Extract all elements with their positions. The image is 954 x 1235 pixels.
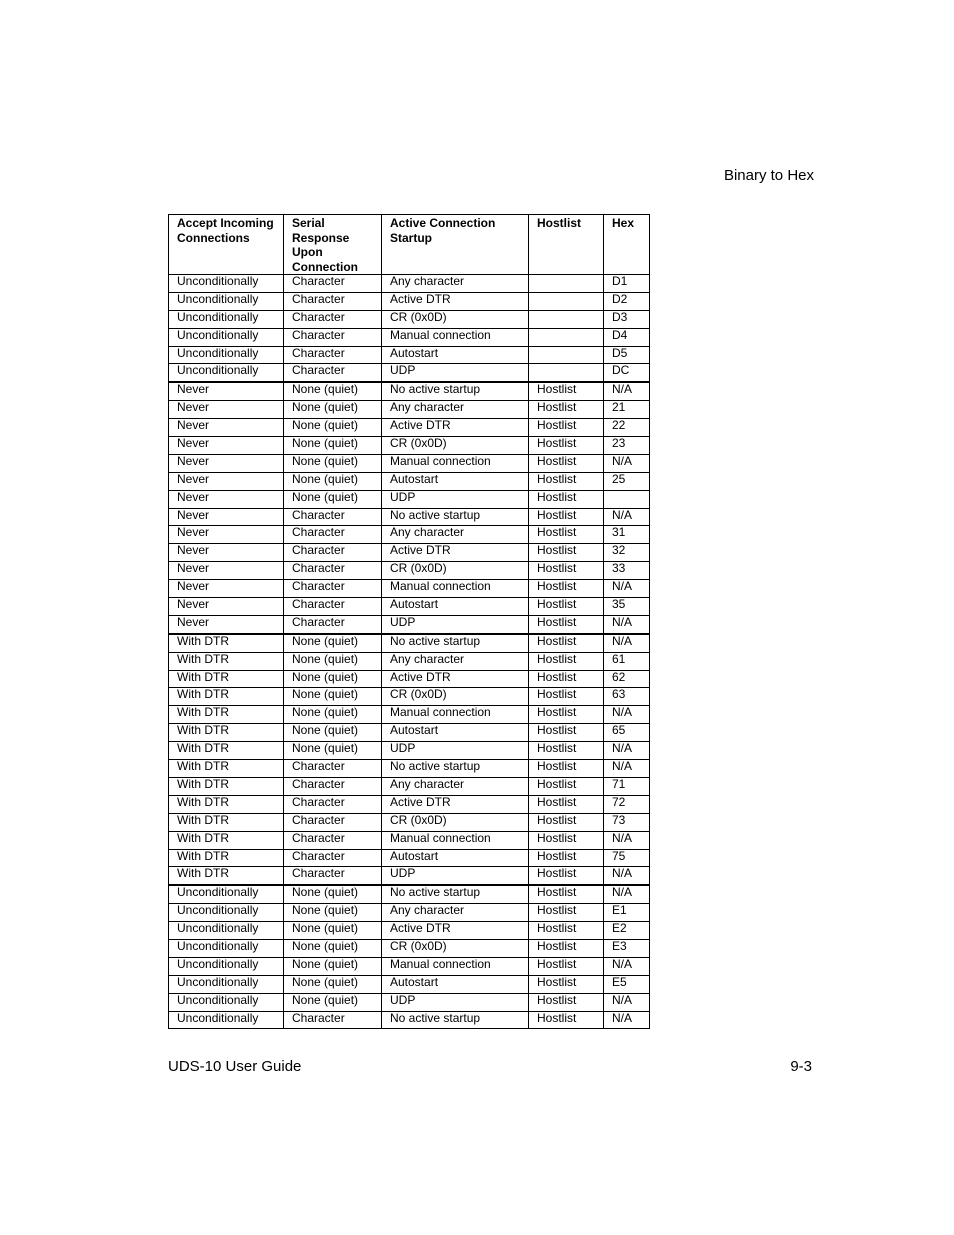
cell-accept-incoming: With DTR [169, 652, 284, 670]
cell-hex: E1 [604, 904, 650, 922]
table-row [169, 1011, 650, 1029]
cell-active-startup: CR (0x0D) [382, 310, 529, 328]
cell-serial-response: Character [284, 346, 382, 364]
table-row [169, 346, 650, 364]
cell-hostlist: Hostlist [529, 706, 604, 724]
cell-serial-response: Character [284, 508, 382, 526]
cell-active-startup: Autostart [382, 472, 529, 490]
table-row [169, 652, 650, 670]
cell-hostlist: Hostlist [529, 885, 604, 903]
table-row [169, 922, 650, 940]
cell-accept-incoming: Never [169, 490, 284, 508]
cell-active-startup: Autostart [382, 975, 529, 993]
table-row [169, 275, 650, 293]
cell-accept-incoming: With DTR [169, 867, 284, 885]
cell-accept-incoming: Unconditionally [169, 275, 284, 293]
cell-hostlist [529, 328, 604, 346]
cell-accept-incoming: With DTR [169, 742, 284, 760]
cell-hex: D1 [604, 275, 650, 293]
cell-active-startup: Manual connection [382, 706, 529, 724]
table-row [169, 670, 650, 688]
cell-active-startup: Manual connection [382, 580, 529, 598]
table-row [169, 939, 650, 957]
cell-hostlist: Hostlist [529, 670, 604, 688]
cell-hostlist: Hostlist [529, 472, 604, 490]
cell-active-startup: UDP [382, 993, 529, 1011]
cell-hostlist: Hostlist [529, 1011, 604, 1029]
cell-accept-incoming: Unconditionally [169, 328, 284, 346]
cell-hex: DC [604, 364, 650, 382]
table-body [169, 275, 650, 1029]
cell-hostlist: Hostlist [529, 652, 604, 670]
cell-hostlist: Hostlist [529, 777, 604, 795]
cell-hex: 33 [604, 562, 650, 580]
cell-hex: N/A [604, 742, 650, 760]
cell-hostlist: Hostlist [529, 724, 604, 742]
table-row [169, 849, 650, 867]
cell-serial-response: None (quiet) [284, 437, 382, 455]
table-row [169, 831, 650, 849]
cell-serial-response: None (quiet) [284, 922, 382, 940]
cell-accept-incoming: Unconditionally [169, 922, 284, 940]
cell-hostlist: Hostlist [529, 419, 604, 437]
table-row [169, 419, 650, 437]
table-row [169, 795, 650, 813]
cell-hostlist: Hostlist [529, 544, 604, 562]
cell-active-startup: Manual connection [382, 328, 529, 346]
cell-active-startup: Autostart [382, 598, 529, 616]
cell-hex: 21 [604, 401, 650, 419]
cell-hex: N/A [604, 831, 650, 849]
table-row [169, 993, 650, 1011]
cell-hex: N/A [604, 885, 650, 903]
cell-hostlist: Hostlist [529, 580, 604, 598]
cell-serial-response: None (quiet) [284, 885, 382, 903]
cell-serial-response: Character [284, 813, 382, 831]
cell-hex [604, 490, 650, 508]
cell-active-startup: No active startup [382, 508, 529, 526]
cell-active-startup: Manual connection [382, 454, 529, 472]
table-row [169, 904, 650, 922]
table-row [169, 382, 650, 400]
table-row [169, 706, 650, 724]
cell-accept-incoming: Never [169, 454, 284, 472]
cell-active-startup: Any character [382, 652, 529, 670]
cell-serial-response: None (quiet) [284, 688, 382, 706]
cell-serial-response: None (quiet) [284, 634, 382, 652]
cell-hex: 31 [604, 526, 650, 544]
cell-serial-response: None (quiet) [284, 904, 382, 922]
cell-accept-incoming: Never [169, 526, 284, 544]
cell-accept-incoming: With DTR [169, 706, 284, 724]
table-row [169, 364, 650, 382]
cell-active-startup: Any character [382, 526, 529, 544]
cell-serial-response: Character [284, 544, 382, 562]
cell-accept-incoming: Never [169, 615, 284, 633]
cell-serial-response: Character [284, 795, 382, 813]
cell-hostlist: Hostlist [529, 454, 604, 472]
table-row [169, 742, 650, 760]
cell-accept-incoming: Unconditionally [169, 957, 284, 975]
cell-serial-response: Character [284, 310, 382, 328]
cell-active-startup: Manual connection [382, 957, 529, 975]
footer-page-number: 9-3 [790, 1058, 812, 1075]
cell-hostlist: Hostlist [529, 598, 604, 616]
cell-hostlist: Hostlist [529, 688, 604, 706]
cell-active-startup: Active DTR [382, 419, 529, 437]
cell-serial-response: None (quiet) [284, 454, 382, 472]
cell-serial-response: None (quiet) [284, 382, 382, 400]
cell-serial-response: None (quiet) [284, 670, 382, 688]
cell-hex: D5 [604, 346, 650, 364]
cell-hostlist: Hostlist [529, 634, 604, 652]
table-row [169, 454, 650, 472]
cell-hex: 32 [604, 544, 650, 562]
table-row [169, 544, 650, 562]
cell-accept-incoming: Never [169, 598, 284, 616]
cell-hostlist [529, 275, 604, 293]
cell-hex: D4 [604, 328, 650, 346]
header-hostlist: Hostlist [529, 215, 604, 275]
cell-active-startup: Any character [382, 904, 529, 922]
cell-hex: N/A [604, 580, 650, 598]
cell-active-startup: No active startup [382, 1011, 529, 1029]
table-row [169, 777, 650, 795]
cell-hex: N/A [604, 1011, 650, 1029]
cell-serial-response: Character [284, 364, 382, 382]
table-row [169, 526, 650, 544]
table-row [169, 490, 650, 508]
table-row [169, 688, 650, 706]
cell-hex: N/A [604, 615, 650, 633]
table-row [169, 957, 650, 975]
cell-hostlist: Hostlist [529, 508, 604, 526]
cell-accept-incoming: With DTR [169, 688, 284, 706]
cell-active-startup: CR (0x0D) [382, 562, 529, 580]
cell-hostlist: Hostlist [529, 867, 604, 885]
cell-hostlist: Hostlist [529, 382, 604, 400]
cell-accept-incoming: Never [169, 544, 284, 562]
cell-accept-incoming: Unconditionally [169, 364, 284, 382]
cell-hostlist: Hostlist [529, 904, 604, 922]
cell-active-startup: UDP [382, 867, 529, 885]
cell-hostlist: Hostlist [529, 562, 604, 580]
cell-accept-incoming: Unconditionally [169, 939, 284, 957]
cell-accept-incoming: With DTR [169, 777, 284, 795]
cell-hex: N/A [604, 634, 650, 652]
table-row [169, 615, 650, 633]
cell-serial-response: Character [284, 562, 382, 580]
cell-accept-incoming: With DTR [169, 634, 284, 652]
cell-accept-incoming: With DTR [169, 760, 284, 778]
cell-accept-incoming: With DTR [169, 831, 284, 849]
cell-accept-incoming: Never [169, 472, 284, 490]
cell-hex: E5 [604, 975, 650, 993]
cell-accept-incoming: Unconditionally [169, 975, 284, 993]
cell-accept-incoming: Unconditionally [169, 1011, 284, 1029]
table-row [169, 508, 650, 526]
section-header: Binary to Hex [723, 167, 814, 184]
cell-hex: 63 [604, 688, 650, 706]
cell-hex: E3 [604, 939, 650, 957]
cell-accept-incoming: Never [169, 419, 284, 437]
cell-active-startup: Autostart [382, 849, 529, 867]
header-serial-response: Serial Response Upon Connection [284, 215, 382, 275]
table-header-row [169, 215, 650, 275]
cell-hostlist: Hostlist [529, 939, 604, 957]
cell-serial-response: Character [284, 275, 382, 293]
cell-serial-response: Character [284, 526, 382, 544]
cell-hex: N/A [604, 760, 650, 778]
table-row [169, 724, 650, 742]
cell-accept-incoming: Unconditionally [169, 310, 284, 328]
cell-hostlist: Hostlist [529, 401, 604, 419]
cell-hex: 72 [604, 795, 650, 813]
cell-hex: D2 [604, 292, 650, 310]
cell-accept-incoming: Never [169, 580, 284, 598]
cell-active-startup: UDP [382, 364, 529, 382]
table-row [169, 401, 650, 419]
cell-accept-incoming: Unconditionally [169, 292, 284, 310]
cell-hex: N/A [604, 508, 650, 526]
cell-hex: 23 [604, 437, 650, 455]
cell-serial-response: Character [284, 328, 382, 346]
cell-serial-response: Character [284, 615, 382, 633]
cell-hex: 35 [604, 598, 650, 616]
cell-hostlist: Hostlist [529, 795, 604, 813]
cell-serial-response: Character [284, 867, 382, 885]
cell-hostlist: Hostlist [529, 831, 604, 849]
cell-active-startup: Active DTR [382, 292, 529, 310]
cell-accept-incoming: Never [169, 562, 284, 580]
cell-hex: 71 [604, 777, 650, 795]
cell-accept-incoming: With DTR [169, 724, 284, 742]
table-row [169, 328, 650, 346]
table-row [169, 760, 650, 778]
binary-to-hex-table [168, 214, 650, 1029]
cell-active-startup: UDP [382, 490, 529, 508]
cell-serial-response: Character [284, 292, 382, 310]
cell-active-startup: Autostart [382, 346, 529, 364]
cell-accept-incoming: With DTR [169, 813, 284, 831]
cell-hostlist: Hostlist [529, 849, 604, 867]
cell-serial-response: Character [284, 1011, 382, 1029]
cell-hostlist: Hostlist [529, 813, 604, 831]
cell-serial-response: None (quiet) [284, 957, 382, 975]
cell-hex: 62 [604, 670, 650, 688]
cell-accept-incoming: Unconditionally [169, 885, 284, 903]
table-row [169, 292, 650, 310]
cell-accept-incoming: With DTR [169, 849, 284, 867]
cell-serial-response: None (quiet) [284, 724, 382, 742]
cell-active-startup: Active DTR [382, 544, 529, 562]
table-row [169, 310, 650, 328]
cell-hostlist: Hostlist [529, 526, 604, 544]
cell-active-startup: No active startup [382, 634, 529, 652]
cell-active-startup: UDP [382, 615, 529, 633]
cell-serial-response: None (quiet) [284, 490, 382, 508]
cell-active-startup: CR (0x0D) [382, 688, 529, 706]
cell-accept-incoming: Unconditionally [169, 904, 284, 922]
table-row [169, 813, 650, 831]
table-row [169, 562, 650, 580]
header-active-connection-startup: Active Connection Startup [382, 215, 529, 275]
cell-accept-incoming: Never [169, 508, 284, 526]
header-accept-incoming-connections: Accept Incoming Connections [169, 215, 284, 275]
table-row [169, 580, 650, 598]
cell-hex: 61 [604, 652, 650, 670]
cell-active-startup: CR (0x0D) [382, 939, 529, 957]
cell-accept-incoming: Never [169, 382, 284, 400]
cell-accept-incoming: With DTR [169, 670, 284, 688]
cell-accept-incoming: Never [169, 437, 284, 455]
footer-document-title: UDS-10 User Guide [168, 1058, 302, 1075]
cell-accept-incoming: Never [169, 401, 284, 419]
cell-hex: E2 [604, 922, 650, 940]
cell-active-startup: No active startup [382, 382, 529, 400]
cell-serial-response: Character [284, 777, 382, 795]
cell-serial-response: Character [284, 831, 382, 849]
cell-hex: 73 [604, 813, 650, 831]
cell-active-startup: Any character [382, 275, 529, 293]
cell-serial-response: None (quiet) [284, 419, 382, 437]
cell-active-startup: Autostart [382, 724, 529, 742]
cell-active-startup: CR (0x0D) [382, 437, 529, 455]
cell-active-startup: No active startup [382, 885, 529, 903]
cell-hostlist [529, 292, 604, 310]
cell-active-startup: No active startup [382, 760, 529, 778]
cell-hex: 25 [604, 472, 650, 490]
table-row [169, 472, 650, 490]
cell-serial-response: None (quiet) [284, 401, 382, 419]
cell-hostlist: Hostlist [529, 957, 604, 975]
cell-hostlist [529, 346, 604, 364]
cell-serial-response: None (quiet) [284, 706, 382, 724]
cell-serial-response: None (quiet) [284, 939, 382, 957]
cell-hostlist [529, 310, 604, 328]
cell-hex: 75 [604, 849, 650, 867]
cell-active-startup: Active DTR [382, 922, 529, 940]
header-hex: Hex [604, 215, 650, 275]
cell-serial-response: None (quiet) [284, 993, 382, 1011]
cell-serial-response: Character [284, 760, 382, 778]
cell-serial-response: None (quiet) [284, 652, 382, 670]
cell-hostlist: Hostlist [529, 437, 604, 455]
cell-hostlist: Hostlist [529, 760, 604, 778]
table-row [169, 975, 650, 993]
cell-hex: N/A [604, 454, 650, 472]
cell-hex: N/A [604, 706, 650, 724]
cell-active-startup: Any character [382, 777, 529, 795]
cell-hex: N/A [604, 957, 650, 975]
cell-hostlist: Hostlist [529, 975, 604, 993]
cell-accept-incoming: With DTR [169, 795, 284, 813]
cell-active-startup: CR (0x0D) [382, 813, 529, 831]
cell-serial-response: None (quiet) [284, 975, 382, 993]
cell-active-startup: Any character [382, 401, 529, 419]
table-row [169, 598, 650, 616]
cell-hostlist: Hostlist [529, 993, 604, 1011]
cell-serial-response: None (quiet) [284, 742, 382, 760]
table-row [169, 885, 650, 903]
cell-active-startup: Manual connection [382, 831, 529, 849]
cell-active-startup: Active DTR [382, 670, 529, 688]
cell-hex: 22 [604, 419, 650, 437]
table-row [169, 437, 650, 455]
cell-accept-incoming: Unconditionally [169, 993, 284, 1011]
cell-hostlist: Hostlist [529, 615, 604, 633]
cell-active-startup: UDP [382, 742, 529, 760]
cell-active-startup: Active DTR [382, 795, 529, 813]
cell-serial-response: Character [284, 849, 382, 867]
cell-serial-response: None (quiet) [284, 472, 382, 490]
cell-hostlist: Hostlist [529, 742, 604, 760]
cell-hex: N/A [604, 867, 650, 885]
cell-serial-response: Character [284, 580, 382, 598]
cell-hex: N/A [604, 382, 650, 400]
cell-hostlist: Hostlist [529, 922, 604, 940]
cell-hex: 65 [604, 724, 650, 742]
cell-serial-response: Character [284, 598, 382, 616]
table-row [169, 867, 650, 885]
cell-accept-incoming: Unconditionally [169, 346, 284, 364]
table-row [169, 634, 650, 652]
cell-hostlist: Hostlist [529, 490, 604, 508]
cell-hex: D3 [604, 310, 650, 328]
cell-hex: N/A [604, 993, 650, 1011]
cell-hostlist [529, 364, 604, 382]
